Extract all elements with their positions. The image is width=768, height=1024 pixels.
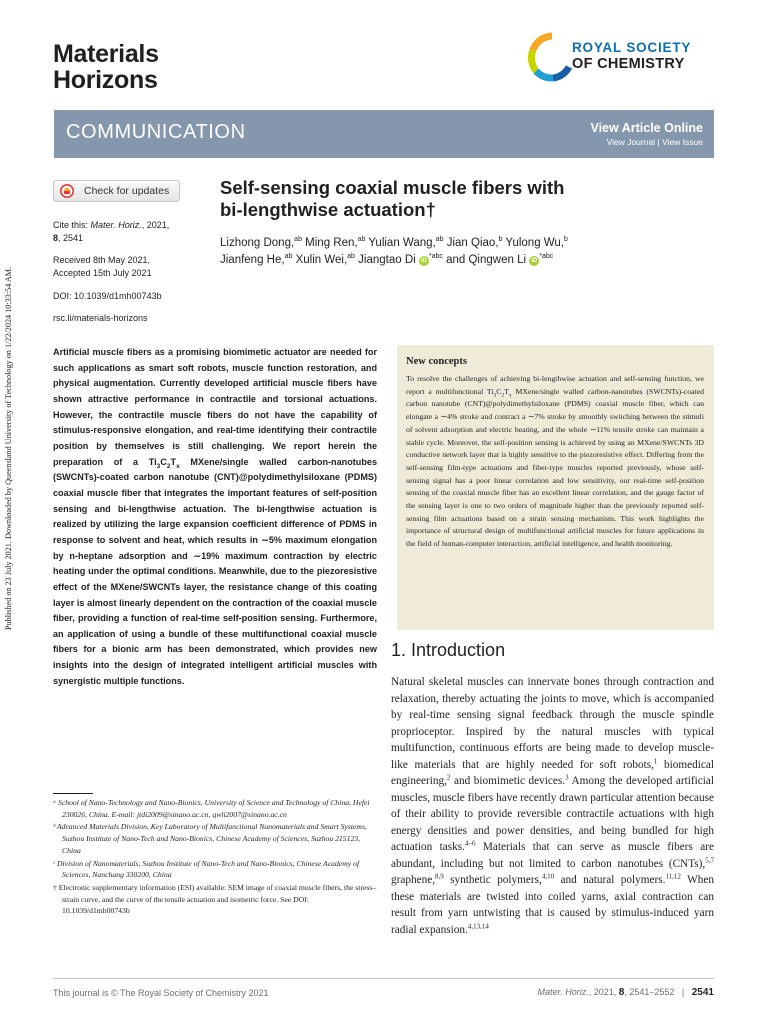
orcid-icon[interactable]: iD (531, 258, 538, 264)
reference-link[interactable]: 5,7 (705, 855, 714, 864)
article-title: Self-sensing coaxial muscle fibers with bi-lengthwise actuation† (220, 177, 565, 220)
author: Lizhong Dong, (220, 237, 295, 249)
article-type: COMMUNICATION (66, 121, 246, 143)
reference-link[interactable]: 4–6 (464, 839, 476, 848)
check-for-updates-button[interactable] (53, 180, 180, 202)
introduction-text: Natural skeletal muscles can innervate bones through contraction and relaxation, thereby actuating the joints to move, which is accompanied by real-time sensing signal feedback through the muscle spindle proprioceptor. Inspired by the natural muscles with typical multifunction, continuous efforts are being made to develop muscle-like materials that are highly needed for soft robots,$^1$ biomedical engineering,$^2$ and biomimetic devices.$^3$ Among the developed artificial muscles, muscle fibers have recently drawn particular attention because of their ability to provide reversible contractile actuations with high energy densities and power densities, and being bundled for high actuation tasks.$^{4-6}$ Materials that can serve as muscle fibers are abundant, including but not limited to carbon nanotubes (CNTs),$^{5,7}$ graphene,$^{8,9}$ synthetic polymers,$^{4,10}$ and natural polymers.$^{11,12}$ When these materials are twisted into coiled yarns, axial contraction can result from yarn untwisting that is caused by stimulus-induced yarn radial expansion.$^{4,13,14}$ (391, 676, 714, 936)
link-separator: | (657, 137, 660, 147)
page-citation: Mater. Horiz., 2021, 8, 2541–2552 | 2541 (537, 987, 714, 998)
esi-note: † Electronic supplementary information (ESI) available: SEM image of coaxial muscle fibers, the stress–strain curve, and the curve of the tensile actuation and isometric force. See DOI: 10.1039/d1mh00743b (53, 882, 377, 916)
article-type-banner (54, 110, 714, 158)
author: Jianfeng He, (220, 254, 285, 266)
section-heading: 1. Introduction (391, 640, 506, 660)
reference-link[interactable]: 4,10 (541, 872, 555, 881)
reference-link[interactable]: 11,12 (665, 872, 681, 881)
footnotes (53, 797, 377, 918)
view-journal-link[interactable]: View Journal (606, 137, 656, 147)
author: Jiangtao Di (358, 254, 416, 266)
reference-link[interactable]: 8,9 (435, 872, 444, 881)
footer-divider (53, 978, 714, 979)
affiliation-c: ᶜ Division of Nanomaterials, Suzhou Institute of Nano-Tech and Nano-Bionics, Chinese Academy of Sciences, Nanchang 330200, China (53, 858, 360, 880)
reference-link[interactable]: 3 (565, 773, 569, 782)
affiliation-b: ᵇ Advanced Materials Division, Key Laboratory of Multifunctional Nanomaterials and Smart Systems, Suzhou Institute of Nano-Tech and Nano-Bionics, Chinese Academy of Sciences, Suzhou 215123, China (53, 822, 367, 855)
author: Yulong Wu, (505, 237, 565, 249)
check-updates-icon (60, 184, 74, 198)
cite-this: Cite this: Mater. Horiz., 2021, 8, 2541 (53, 220, 170, 243)
view-article-online-link[interactable]: View Article Online (590, 121, 703, 135)
banner-sublinks (607, 137, 703, 147)
view-issue-link[interactable]: View Issue (662, 137, 703, 147)
download-notice: Published on 23 July 2021. Downloaded by Queensland University of Technology on 1/22/2024 10:33:54 AM. (4, 266, 13, 630)
reference-link[interactable]: 1 (653, 756, 658, 765)
author: Yulian Wang, (368, 237, 436, 249)
author: Xulin Wei, (295, 254, 348, 266)
new-concepts-text: To resolve the challenges of achieving bi-lengthwise actuation and self-sensing function, we report a multifunctional $Ti_3C_2T_x$ MXene/single walled carbon-nanotubes (SWCNTs)-coated carbon nanotube (CNT)@polydimethylsiloxane (PDMS) coaxial muscle fiber, which can elongate a ∼4% stroke and contract a ∼7% stroke by smoothly switching between the stimuli of solvent adsorption and electric heating, and the whole ∼11% tensile stroke can maintain a stable cycle. Moreover, the self-position sensing is achieved by using an MXene/SWCNTs 3D conductive network layer that is highly sensitive to the piezoresistive effect. Differing from the self-sensing film-type actuations and fiber-type muscles reported previously, whose self-sensing signal has a poor linear correlation and low sensitivity, our real-time self-position sensing of the coaxial muscle fiber has an excellent linear correlation, and the gauge factor of the sensing layer is one to two orders of magnitude higher than the previously reported self-sensing film actuations based on a strain sensing mechanism. This work highlights the importance of structural design of multifunctional artificial muscles for future applications in the field of human-computer interaction, artificial intelligence, and health monitoring. (406, 374, 704, 549)
new-concepts-box (397, 345, 714, 630)
journal-name[interactable]: Materials Horizons (53, 40, 159, 94)
check-for-updates-label: Check for updates (84, 185, 170, 197)
author-list: Lizhong Dong,$^{ab}$ Ming Ren,$^{ab}$ Yulian Wang,$^{ab}$ Jian Qiao,$^b$ Yulong Wu,$^b$ Jianfeng He,$^{ab}$ Xulin Wei,$^{ab}$ Jiangtao Di $iD^{*abc}$ and Qingwen Li $iD^{*abc}$ (220, 236, 568, 266)
orcid-icon[interactable]: iD (420, 258, 427, 264)
journal-url[interactable]: rsc.li/materials-horizons (53, 313, 148, 323)
reference-link[interactable]: 4,13,14 (467, 921, 489, 930)
abstract: Artificial muscle fibers as a promising biomimetic actuator are needed for such applications as smart soft robots, muscle function restoration, and physical augmentation. Currently developed artificial muscle fibers have shown attractive performance in contractile and torsional actuations. However, the contractile muscle fibers do not have the capability of stimulus-responsive elongation, and real-time identifying their contractile position by themselves is still challenging. We report herein the preparation of a $Ti_3C_2T_x$ MXene/single walled carbon-nanotubes (SWCNTs)-coated carbon nanotube (CNT)@polydimethylsiloxane (PDMS) coaxial muscle fiber that integrates the important features of self-position sensing and bi-lengthwise actuation. The bi-lengthwise actuation is realized by utilizing the large expansion coefficient difference of PDMS in response to solvent and heat, which results in ∼5% maximum elongation by n-heptane adsorption and ∼19% maximum contraction by electric heating under the optimal conditions. Meanwhile, due to the piezoresistive effect of the MXene/SWCNTs layer, the resistance change of this coating layer is almost linearly dependent on the contraction of the coaxial muscle fiber, providing a function of real-time self-position sensing. Furthermore, an application of using a bundle of these multifunctional coaxial muscle fibers for a bionic arm has been demonstrated, which provides new insights into the design of integrated intelligent artificial muscles with synergistic multiple functions. (53, 347, 377, 686)
affiliation-a: ᵃ School of Nano-Technology and Nano-Bionics, University of Science and Technology of China, Hefei 230026, China. E-mail: jtdi2009@sinano.ac.cn, qwli2007@sinano.ac.cn (53, 798, 370, 819)
author: and Qingwen Li (446, 254, 527, 266)
doi[interactable]: DOI: 10.1039/d1mh00743b (53, 291, 162, 301)
received-dates: Received 8th May 2021, Accepted 15th July 2021 (53, 255, 152, 278)
author: Ming Ren, (305, 237, 358, 249)
publisher-name: ROYAL SOCIETY OF CHEMISTRY (572, 40, 692, 72)
author: Jian Qiao, (446, 237, 499, 249)
new-concepts-heading: New concepts (406, 356, 467, 367)
reference-link[interactable]: 2 (446, 773, 451, 782)
footnote-divider (53, 793, 93, 794)
page-number: 2541 (691, 987, 714, 998)
copyright: This journal is © The Royal Society of Chemistry 2021 (53, 988, 269, 998)
